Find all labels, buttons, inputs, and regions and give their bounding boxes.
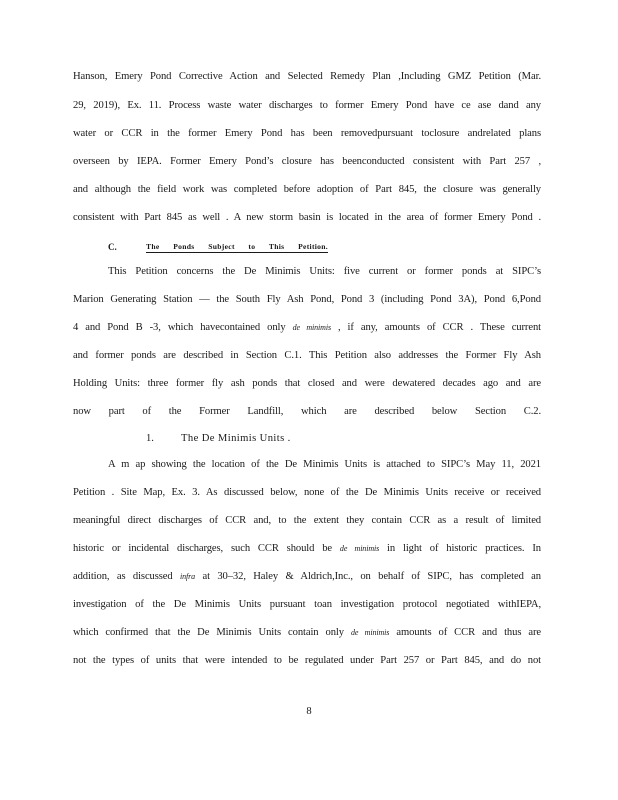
text-line: Hanson, Emery Pond Corrective Action and Selected Remedy Plan ,Including GMZ Petition (Mar.	[73, 71, 541, 82]
section-title: The Ponds Subject to This Petition.	[146, 242, 328, 251]
text-line: water or CCR in the former Emery Pond has been removedpursuant toclosure andrelated plans	[73, 128, 541, 139]
text-span: amounts of CCR and thus are	[396, 627, 541, 638]
text-line: overseen by IEPA. Former Emery Pond’s closure has beenconducted consistent with Part 257 ,	[73, 156, 541, 167]
text-line: A m ap showing the location of the De Minimis Units is attached to SIPC’s May 11, 2021	[108, 459, 541, 470]
text-line: 29, 2019), Ex. 11. Process waste water discharges to former Emery Pond have ce ase dand any	[73, 100, 541, 111]
text-span: in light of historic practices. In	[387, 543, 541, 554]
italic-term: de minimis	[339, 544, 380, 553]
text-line: This Petition concerns the De Minimis Units: five current or former ponds at SIPC’s	[108, 266, 541, 277]
text-line	[73, 543, 541, 554]
text-span: at 30–32, Haley & Aldrich,Inc., on behalf of SIPC, has completed an	[202, 571, 541, 582]
text-line: and former ponds are described in Section C.1. This Petition also addresses the Former Fly Ash	[73, 350, 541, 361]
section-letter: C.	[108, 242, 117, 252]
text-line: Holding Units: three former fly ash ponds that closed and were dewatered decades ago and are	[73, 378, 541, 389]
subsection-number: 1.	[146, 433, 154, 444]
text-line: consistent with Part 845 as well . A new storm basin is located in the area of former Emery Pond .	[73, 212, 541, 223]
text-line: and although the field work was completed before adoption of Part 845, the closure was generally	[73, 184, 541, 195]
text-line: now part of the Former Landfill, which are described below Section C.2.	[73, 406, 541, 417]
text-span: addition, as discussed	[73, 571, 173, 582]
italic-term: de minimis	[350, 628, 390, 637]
text-line: Petition . Site Map, Ex. 3. As discussed below, none of the De Minimis Units receive or received	[73, 487, 541, 498]
italic-term: de minimis	[292, 323, 331, 332]
text-span: historic or incidental discharges, such CCR should be	[73, 543, 333, 554]
text-line: not the types of units that were intended to be regulated under Part 257 or Part 845, and do not	[73, 655, 541, 666]
text-line: investigation of the De Minimis Units pursuant toan investigation protocol negotiated withIEPA,	[73, 599, 541, 610]
text-line: Marion Generating Station — the South Fly Ash Pond, Pond 3 (including Pond 3A), Pond 6,Pond	[73, 294, 541, 305]
text-span: which confirmed that the De Minimis Units contain only	[73, 627, 344, 638]
text-line: meaningful direct discharges of CCR and, to the extent they contain CCR as a result of limited	[73, 515, 541, 526]
subsection-title: The De Minimis Units .	[181, 433, 291, 444]
text-line	[73, 571, 541, 582]
text-line	[73, 322, 541, 333]
italic-term: infra	[180, 572, 196, 581]
text-line	[73, 627, 541, 638]
text-span: 4 and Pond B -3, which havecontained only	[73, 322, 286, 333]
page-number: 8	[306, 706, 312, 717]
text-span: , if any, amounts of CCR . These current	[337, 322, 541, 333]
